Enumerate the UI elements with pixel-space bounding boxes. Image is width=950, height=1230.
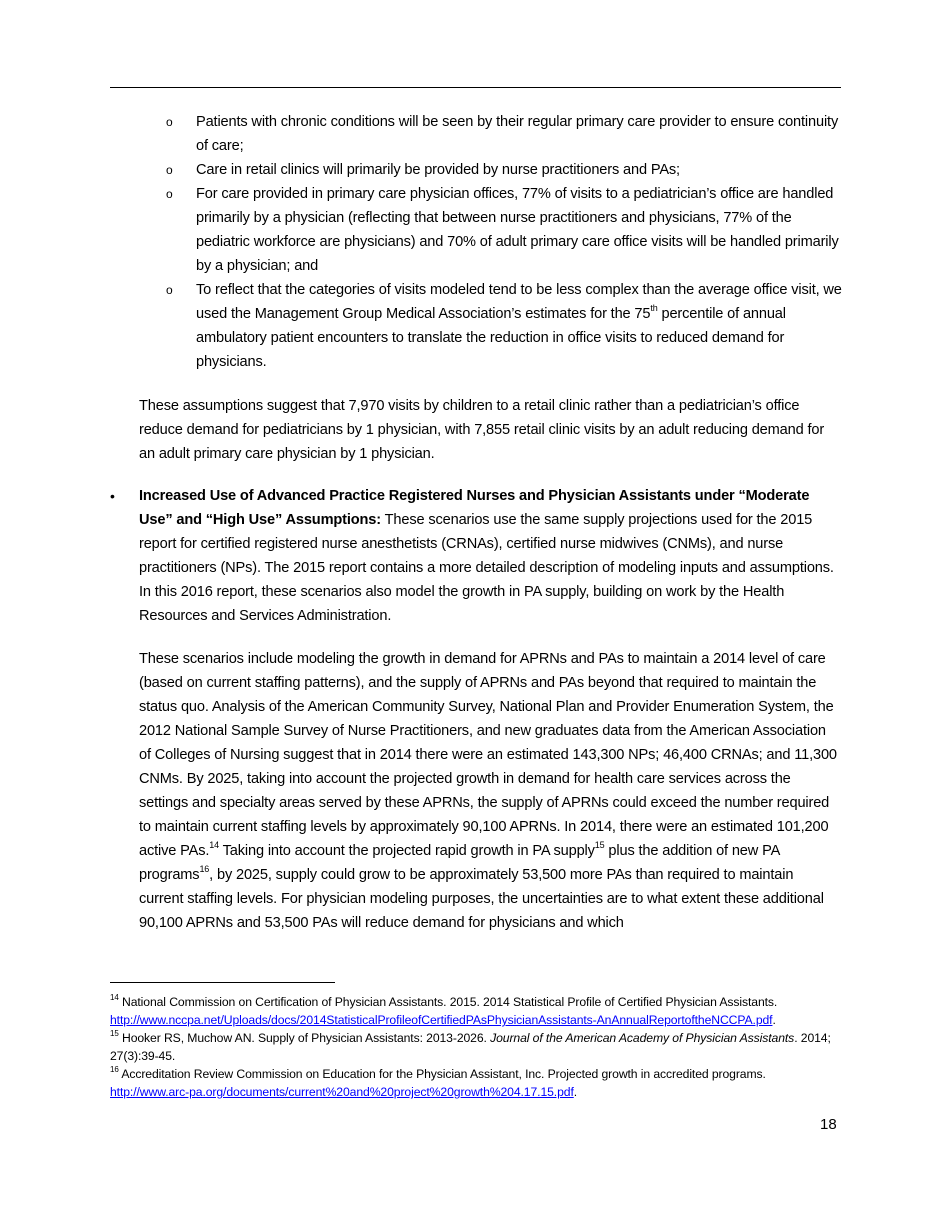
- sub-bullet-text: To reflect that the categories of visits modeled tend to be less complex than the average office visit, we used the Management Group Medical Association’s estimates for the 75th percentile of annual ambulatory patient encounters to translate the reduction in office visits to reduced demand for physicians.: [196, 282, 842, 370]
- hollow-circle-bullet-icon: o: [166, 187, 173, 201]
- main-bullet-text: Increased Use of Advanced Practice Registered Nurses and Physician Assistants under “Moderate Use” and “High Use” Assumptions: These scenarios use the same supply projections used for the 2015 report for certified registered nurse anesthetists (CRNAs), certified nurse midwives (CNMs), and nurse practitioners (NPs). The 2015 report contains a more detailed description of modeling inputs and assumptions. In this 2016 report, these scenarios also model the growth in PA supply, building on work by the Health Resources and Services Administration.: [139, 488, 834, 624]
- sub-bullet-item: [166, 182, 846, 278]
- footnotes: [110, 993, 845, 1101]
- hollow-circle-bullet-icon: o: [166, 163, 173, 177]
- header-rule: [110, 87, 841, 88]
- sub-bullet-item: [166, 278, 846, 374]
- main-bullet-item: [110, 484, 841, 628]
- footnote-ref-16[interactable]: 16: [199, 864, 210, 875]
- journal-title: Journal of the American Academy of Physician Assistants: [490, 1031, 795, 1045]
- footnote-16: $^{16}$ Accreditation Review Commission on Education for the Physician Assistant, Inc. Projected growth in accredited programs. http://www.arc-pa.org/documents/current%20and%20project%20growth%204.17.15.pdf.: [110, 1064, 766, 1099]
- sub-bullet-text: For care provided in primary care physician offices, 77% of visits to a pediatrician’s office are handled primarily by a physician (reflecting that between nurse practitioners and physicians, 77% of the pediatric workforce are physicians) and 70% of adult primary care office visits will be handled primarily by a physician; and: [196, 186, 839, 274]
- footnote-ref-15[interactable]: 15: [594, 840, 605, 851]
- sub-bullet-item: [166, 110, 846, 158]
- bullet-heading: Increased Use of Advanced Practice Registered Nurses and Physician Assistants under “Moderate Use” and “High Use” Assumptions:: [139, 488, 810, 528]
- hollow-circle-bullet-icon: o: [166, 283, 173, 297]
- scenarios-paragraph: These scenarios include modeling the growth in demand for APRNs and PAs to maintain a 2014 level of care (based on current staffing patterns), and the supply of APRNs and PAs beyond that required to maintain the status quo. Analysis of the American Community Survey, National Plan and Provider Enumeration System, the 2012 National Sample Survey of Nurse Practitioners, and new graduates data from the American Association of Colleges of Nursing suggest that in 2014 there were an estimated 143,300 NPs; 46,400 CRNAs; and 11,300 CNMs. By 2025, taking into account the projected growth in demand for health care services across the settings and specialty areas served by these APRNs, the supply of APRNs could exceed the number required to maintain current staffing levels by approximately 90,100 APRNs. In 2014, there were an estimated 101,200 active PAs.$^{14}$ Taking into account the projected rapid growth in PA supply$^{15}$ plus the addition of new PA programs$^{16}$, by 2025, supply could grow to be approximately 53,500 more PAs than required to maintain current staffing levels. For physician modeling purposes, the uncertainties are to what extent these additional 90,100 APRNs and 53,500 PAs will reduce demand for physicians and which: [139, 651, 837, 931]
- footnote-ref-14[interactable]: 14: [209, 840, 219, 851]
- sub-bullet-list: [166, 110, 846, 374]
- assumptions-paragraph: These assumptions suggest that 7,970 visits by children to a retail clinic rather than a pediatrician’s office reduce demand for pediatricians by 1 physician, with 7,855 retail clinic visits by an adult reducing demand for an adult primary care physician by 1 physician.: [139, 398, 825, 462]
- sub-bullet-text: Care in retail clinics will primarily be provided by nurse practitioners and PAs;: [196, 162, 680, 178]
- superscript-ordinal: th: [650, 303, 658, 314]
- sub-bullet-item: [166, 158, 846, 182]
- footnote-14-link[interactable]: http://www.nccpa.net/Uploads/docs/2014StatisticalProfileofCertifiedPAsPhysicianAssistants-AnAnnualReportoftheNCCPA.pdf: [110, 1013, 773, 1027]
- hollow-circle-bullet-icon: o: [166, 115, 173, 129]
- footnote-15: $^{15}$ Hooker RS, Muchow AN. Supply of Physician Assistants: 2013-2026. Journal of the American Academy of Physician Assistants. 2014; 27(3):39-45.: [110, 1028, 831, 1063]
- footnote-separator: [110, 982, 335, 983]
- bullet-icon: •: [110, 488, 115, 504]
- footnote-16-link[interactable]: http://www.arc-pa.org/documents/current%20and%20project%20growth%204.17.15.pdf: [110, 1085, 574, 1099]
- sub-bullet-text: Patients with chronic conditions will be seen by their regular primary care provider to ensure continuity of care;: [196, 114, 839, 154]
- footnote-14: $^{14}$ National Commission on Certification of Physician Assistants. 2015. 2014 Statistical Profile of Certified Physician Assistants. http://www.nccpa.net/Uploads/docs/2014StatisticalProfileofCertifiedPAsPhysicianAssistants-AnAnnualReportoftheNCCPA.pdf.: [110, 992, 778, 1027]
- page-number: 18: [820, 1116, 837, 1133]
